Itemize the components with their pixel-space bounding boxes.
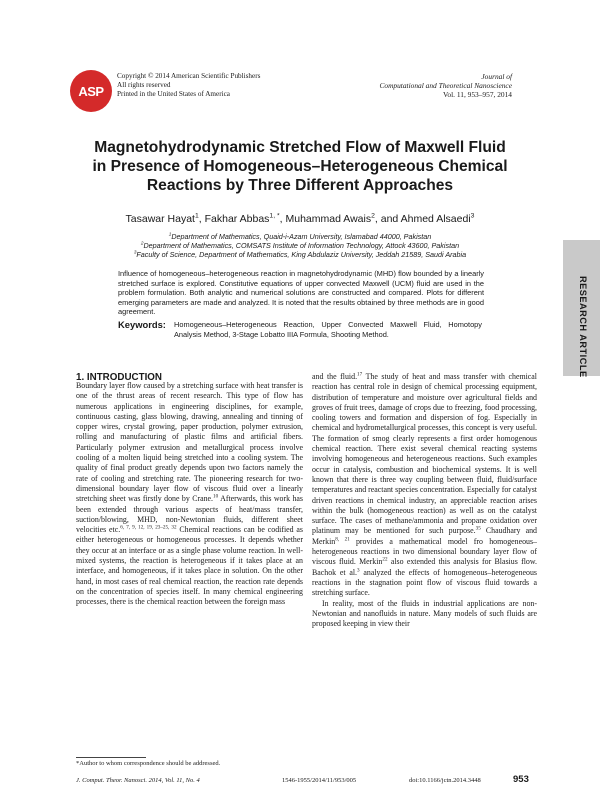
text-run: also extended this analysis for Blasius flow. Bachok et al. <box>312 557 537 577</box>
paragraph <box>76 381 303 608</box>
logo-text: ASP <box>78 83 104 99</box>
section-heading: 1. INTRODUCTION <box>76 372 162 383</box>
author-name: Fakhar Abbas <box>204 213 270 225</box>
author-list <box>60 213 540 225</box>
author-sep: , <box>279 213 286 225</box>
author-name: Ahmed Alsaedi <box>400 213 471 225</box>
title-line3: Reactions by Three Different Approaches <box>146 177 454 194</box>
journal-name: Computational and Theoretical Nanoscience <box>379 81 512 90</box>
side-label: RESEARCH ARTICLE <box>578 276 588 378</box>
paragraph: In reality, most of the fluids in industrial applications are non-Newtonian and nanofluids in nature. Many models of such fluids are proposed keeping in view their <box>312 598 537 629</box>
citation: 6, 7, 9, 12, 19, 23–25, 32 <box>120 524 177 531</box>
title-line1: Magnetohydrodynamic Stretched Flow of Maxwell Fluid <box>94 139 506 156</box>
aff-text: Department of Mathematics, Quaid-i-Azam University, Islamabad 44000, Pakistan <box>171 232 432 241</box>
title-line2: in Presence of Homogeneous–Heterogeneous Chemical <box>92 158 508 175</box>
citation: 10 <box>213 493 219 500</box>
paragraph <box>312 372 537 599</box>
text-run: Afterwards, this work has been extended through various aspects of heat/mass transfer, suction/blowing, MHD, non-Newtonian fluids, different sheet velocities etc. <box>76 494 304 535</box>
footnote: *Author to whom correspondence should be addressed. <box>76 760 221 767</box>
text-run: and the fluid. <box>312 372 358 381</box>
author-sep: , <box>198 213 205 225</box>
journal-volume: Vol. 11, 953–957, 2014 <box>443 90 512 99</box>
aff-sup: 3 <box>133 249 137 255</box>
text-run: provides a mathematical model fro homogeneous–heterogeneous reactions in two dimensional boundary layer flow of viscous fluid. Merkin <box>312 536 538 567</box>
publisher-logo <box>70 70 112 112</box>
keywords-label: Keywords: <box>118 319 166 330</box>
text-run: The study of heat and mass transfer with chemical reaction has central role in design of chemical processing equipment, distribution of temperature and moisture over agricultural fields and groves of fruit trees, damage of crops due to freezing, food processing, cooling towers and formation and dispersion of fog. Especially in chemical and hydrometallurgical processes, this concept is very useful. The formation of smog clearly represents a first order homogenous chemical reaction. There exist several chemical reacting systems involving homogeneous and heterogeneous reactions. Such examples occur in catalysis, combustion and biochemical systems. It is well known that there is three way coupling between fluid, fluid/surface temperatures and reactant species concentration. Especially for catalyst driven reactions in chemical industry, an appreciable reaction arises within the bulk (homogeneous reaction) as well as on the catalyst surface. The cases of methane/ammonia and propane oxidation over platinum may be mentioned for such purpose. <box>312 372 537 536</box>
rights-line: All rights reserved <box>117 81 171 89</box>
author-sep: , and <box>374 213 401 225</box>
author-sup: 1 <box>194 212 199 220</box>
citation: 3 <box>357 567 360 574</box>
body-column-left <box>76 381 303 608</box>
citation: 22 <box>382 556 388 563</box>
aff-text: Faculty of Science, Department of Mathematics, King Abdulaziz University, Jeddah 21589, Saudi Arabia <box>136 250 467 259</box>
printed-line: Printed in the United States of America <box>117 90 230 98</box>
aff-sup: 1 <box>168 231 172 237</box>
affiliation-3 <box>100 250 500 260</box>
text-run: Chemical reactions can be codified as either heterogeneous or homogeneous processes. It depends whether they occur at an interface or as a single phase volume reaction. In well-mixed systems, the reaction is heterogeneous if it takes place at an interface, and homogeneous, if it takes place in solution. On the other hand, in most cases of real chemical reaction, the reaction rate depends on the concentration of species itself. In many chemical engineering processes, there is the chemical reaction between the foreign mass <box>76 525 303 607</box>
author-sup: 2 <box>371 212 375 220</box>
footer-journal: J. Comput. Theor. Nanosci. 2014, Vol. 11, No. 4 <box>76 777 200 784</box>
page-number: 953 <box>513 774 529 785</box>
aff-sup: 2 <box>140 240 144 246</box>
copyright-block <box>117 72 260 99</box>
author-name: Tasawar Hayat <box>125 213 195 225</box>
citation: 8, 21 <box>335 536 350 543</box>
footer-issn: 1546-1955/2014/11/953/005 <box>282 777 357 784</box>
journal-line1: Journal of <box>481 72 512 81</box>
author-sup: 1, * <box>269 212 280 220</box>
citation: 35 <box>475 525 481 532</box>
article-title <box>60 138 540 195</box>
footer-doi: doi:10.1166/jctn.2014.3448 <box>409 777 481 784</box>
author-sup: 3 <box>470 212 475 220</box>
abstract: Influence of homogeneous–heterogeneous reaction in magnetohydrodynamic (MHD) flow bounded by a linearly stretched surface is explored. Constitutive equations of upper convected Maxwell (UCM) fluid are used in the problem formulation. Both analytic and numerical solutions are constructed and compared. Plots for different emerging parameters are made and analyzed. It is noted that the results obtained by three methods are in good agreement. <box>118 269 484 317</box>
aff-text: Department of Mathematics, COMSATS Institute of Information Technology, Attock 43600, Pakistan <box>143 241 460 250</box>
keywords-text: Homogeneous–Heterogeneous Reaction, Upper Convected Maxwell Fluid, Homotopy Analysis Method, 3-Stage Lobatto IIIA Formula, Shooting Method. <box>174 320 482 339</box>
copyright-line: Copyright © 2014 American Scientific Publishers <box>117 72 261 80</box>
citation: 17 <box>357 371 363 378</box>
body-column-right <box>312 372 537 629</box>
footnote-rule <box>76 757 146 758</box>
journal-info <box>379 72 512 99</box>
text-run: Chaudhary and Merkin <box>312 526 537 546</box>
text-run: Boundary layer flow caused by a stretching surface with heat transfer is one of the thrust areas of recent research. This type of flow has numerous applications in engineering disciplines, for example, continuous casting, glass blowing, drawing, annealing and tinning of copper wires, crystal growing, paper production, polymer extrusion, rolling and manufacturing of plastic films and artificial fibers. Particularly polymer extrusion and metallurgical process involve cooling of a molten liquid being stretched into a cooling system. The quality of final product greatly depends upon two factors namely the rate of cooling and stretching rate. The pioneering research for two-dimensional boundary layer flow of viscous fluid over a linearly stretching sheet was firstly done by Crane. <box>76 381 303 504</box>
text-run: analyzed the effects of homogeneous–heterogeneous reactions in the stagnation point flow of viscous fluid towards a stretching surface. <box>312 567 537 598</box>
author-name: Muhammad Awais <box>285 213 372 225</box>
